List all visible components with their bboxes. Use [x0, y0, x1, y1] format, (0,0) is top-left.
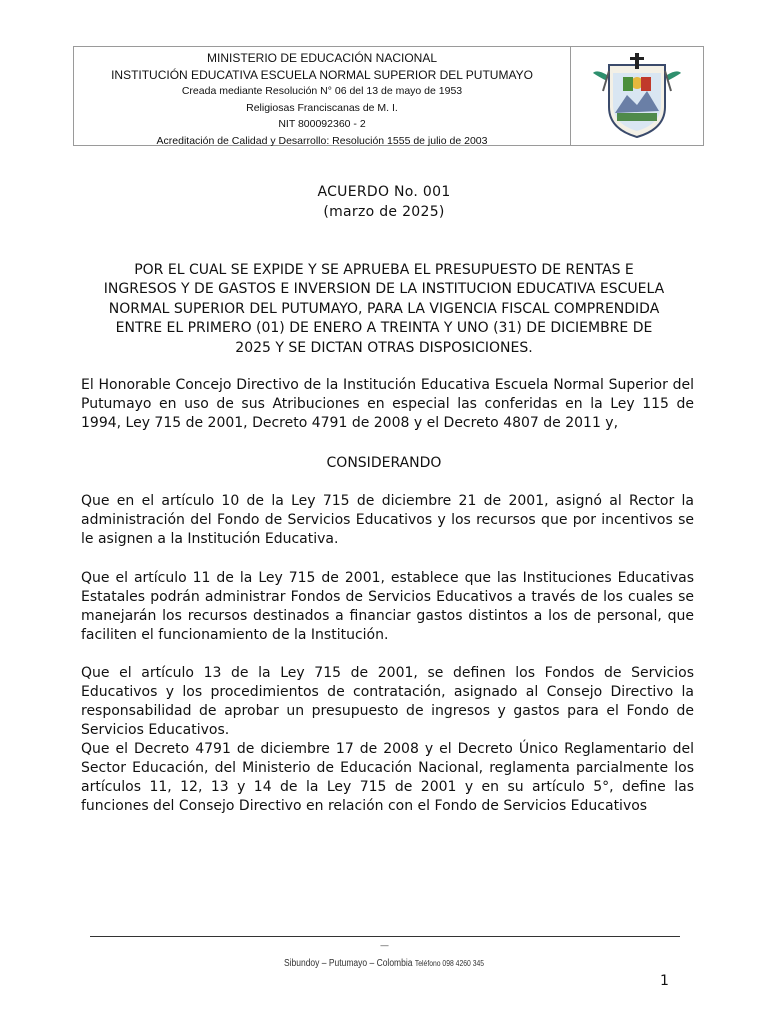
- ministry-name: MINISTERIO DE EDUCACIÓN NACIONAL: [206, 51, 438, 65]
- intro-paragraph: El Honorable Concejo Directivo de la Institución Educativa Escuela Normal Superior del Putumayo en uso de sus Atribuciones en especial las conferidas en la Ley 115 de 1994, Ley 715 de 2001, Decreto 4791 de 2008 y el Decreto 4807 de 2011 y,: [81, 377, 694, 431]
- creation-resolution: Creada mediante Resolución N° 06 del 13 de mayo de 1953: [181, 85, 463, 97]
- footer-address: [58, 958, 711, 969]
- paragraph-article-11: Que el artículo 11 de la Ley 715 de 2001, establece que las Instituciones Educativas Estatales podrán administrar Fondos de Servicios Educativos a través de los cuales se manejarán los recursos destinados a financiar gastos distintos a los de personal, que faciliten el funcionamiento de la Institución.: [81, 570, 694, 643]
- footer-divider: [90, 936, 680, 937]
- resolution-line: ENTRE EL PRIMERO (01) DE ENERO A TREINTA Y UNO (31) DE DICIEMBRE DE: [115, 320, 653, 337]
- paragraph-article-10: Que en el artículo 10 de la Ley 715 de diciembre 21 de 2001, asignó al Rector la administración del Fondo de Servicios Educativos y los recursos que por incentivos se le asignen a la Institución Educativa.: [81, 493, 694, 547]
- letterhead-text: [74, 47, 571, 145]
- paragraph-article-13: Que el artículo 13 de la Ley 715 de 2001, se definen los Fondos de Servicios Educativos y los procedimientos de contratación, asignado al Consejo Directivo la responsabilidad de aprobar un presupuesto de ingresos y gastos para el Fondo de Servicios Educativos.: [81, 665, 694, 738]
- resolution-line: POR EL CUAL SE EXPIDE Y SE APRUEBA EL PRESUPUESTO DE RENTAS E: [134, 262, 634, 278]
- nit-number: NIT 800092360 - 2: [278, 118, 366, 130]
- page-number: 1: [660, 973, 669, 989]
- resolution-line: INGRESOS Y DE GASTOS E INVERSION DE LA INSTITUCION EDUCATIVA ESCUELA: [103, 281, 665, 298]
- institution-name: INSTITUCIÓN EDUCATIVA ESCUELA NORMAL SUPERIOR DEL PUTUMAYO: [111, 67, 533, 82]
- considerando-heading: CONSIDERANDO: [326, 455, 442, 471]
- footer-phone: Teléfono 098 4260 345: [414, 959, 485, 968]
- resolution-block: [96, 261, 672, 358]
- agreement-date: (marzo de 2025): [323, 204, 445, 220]
- resolution-line: NORMAL SUPERIOR DEL PUTUMAYO, PARA LA VIGENCIA FISCAL COMPRENDIDA: [108, 300, 660, 317]
- footer-location: Sibundoy – Putumayo – Colombia: [283, 958, 413, 969]
- resolution-line: 2025 Y SE DICTAN OTRAS DISPOSICIONES.: [235, 339, 533, 356]
- letterhead: [73, 46, 704, 146]
- footer-dash: —: [380, 941, 389, 951]
- accreditation: Acreditación de Calidad y Desarrollo: Resolución 1555 de julio de 2003: [156, 134, 488, 147]
- paragraph-decree-4791: Que el Decreto 4791 de diciembre 17 de 2008 y el Decreto Único Reglamentario del Sector Educación, del Ministerio de Educación Nacional, reglamenta parcialmente los artículos 11, 12, 13 y 14 de la Ley 715 de 2001 y en su artículo 5°, define las funciones del Consejo Directivo en relación con el Fondo de Servicios Educativos: [81, 741, 694, 814]
- school-crest-icon: [589, 51, 685, 141]
- religious-order: Religiosas Franciscanas de M. I.: [246, 101, 398, 114]
- agreement-title: ACUERDO No. 001: [317, 184, 451, 200]
- logo-cell: [571, 47, 703, 145]
